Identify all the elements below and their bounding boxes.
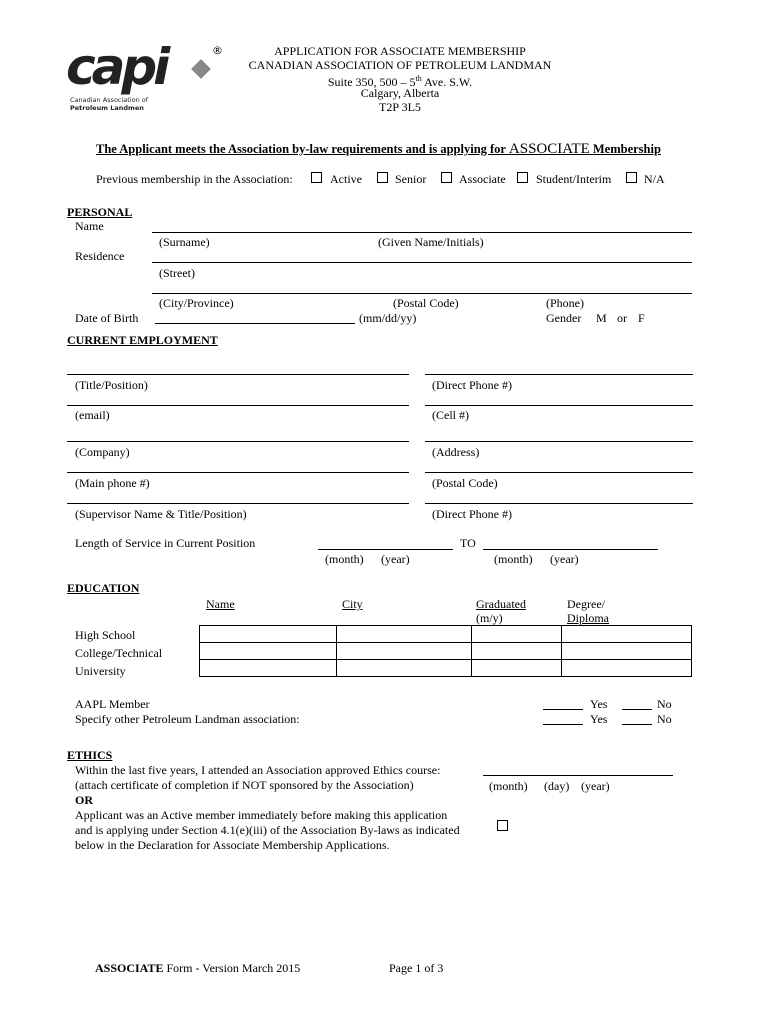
org-postal: T2P 3L5 (379, 100, 421, 114)
aapl-yes: Yes (590, 697, 608, 711)
address-field[interactable] (425, 441, 693, 442)
edu-cell[interactable] (472, 643, 562, 660)
city-province-field[interactable] (152, 293, 692, 294)
other-no: No (657, 712, 672, 726)
supervisor-phone-field[interactable] (425, 503, 693, 504)
service-start-field[interactable] (318, 549, 453, 550)
maple-leaf-icon (191, 59, 211, 79)
table-row (200, 626, 692, 643)
option-associate: Associate (459, 172, 506, 186)
org-name: CANADIAN ASSOCIATION OF PETROLEUM LANDMAN (248, 58, 552, 72)
ethics-year: (year) (581, 779, 610, 793)
capl-logo (66, 38, 226, 119)
supervisor-caption: (Supervisor Name & Title/Position) (75, 507, 247, 521)
checkbox-associate[interactable] (441, 172, 452, 183)
service-end-month: (month) (494, 552, 533, 566)
gender-m[interactable]: M (596, 311, 607, 325)
other-association-label: Specify other Petroleum Landman association: (75, 712, 300, 726)
dob-field[interactable] (155, 323, 355, 324)
org-city: Calgary, Alberta (360, 86, 440, 100)
postal-code-caption: (Postal Code) (393, 296, 459, 310)
phone-caption: (Phone) (546, 296, 584, 310)
street-field[interactable] (152, 262, 692, 263)
edu-cell[interactable] (472, 660, 562, 677)
edu-cell[interactable] (337, 660, 472, 677)
dob-label: Date of Birth (75, 311, 139, 325)
ethics-active-checkbox[interactable] (497, 820, 508, 831)
form-title: APPLICATION FOR ASSOCIATE MEMBERSHIP (274, 44, 526, 58)
dob-format: (mm/dd/yy) (359, 311, 417, 325)
email-caption: (email) (75, 408, 110, 422)
cell-caption: (Cell #) (432, 408, 469, 422)
applicant-statement: The Applicant meets the Association by-law requirements and is applying for ASSOCIATE Membership (96, 141, 661, 157)
gender-or: or (617, 311, 627, 325)
aapl-no: No (657, 697, 672, 711)
employer-postal-caption: (Postal Code) (432, 476, 498, 490)
edu-cell[interactable] (472, 626, 562, 643)
form-version: ASSOCIATE Form - Version March 2015 (95, 961, 301, 975)
ethics-day: (day) (544, 779, 570, 793)
residence-label: Residence (75, 249, 125, 263)
ethics-or: OR (75, 793, 93, 807)
ethics-line4: and is applying under Section 4.1(e)(iii) of the Association By-laws as indicated (75, 823, 460, 837)
col-graduated-header: Graduated (476, 597, 526, 611)
edu-cell[interactable] (562, 660, 692, 677)
personal-heading: PERSONAL (67, 205, 133, 219)
education-heading: EDUCATION (67, 581, 140, 595)
gender-f[interactable]: F (638, 311, 645, 325)
edu-row-university: University (75, 664, 126, 678)
option-senior: Senior (395, 172, 427, 186)
table-row (200, 643, 692, 660)
checkbox-student-interim[interactable] (517, 172, 528, 183)
cell-field[interactable] (425, 405, 693, 406)
col-city-header: City (342, 597, 363, 611)
title-position-field[interactable] (67, 374, 409, 375)
other-yes: Yes (590, 712, 608, 726)
aapl-no-field[interactable] (622, 709, 652, 710)
col-name-header: Name (206, 597, 235, 611)
street-caption: (Street) (159, 266, 195, 280)
other-yes-field[interactable] (543, 724, 583, 725)
edu-cell[interactable] (200, 626, 337, 643)
service-to-label: TO (460, 536, 476, 550)
table-row (200, 660, 692, 677)
address-caption: (Address) (432, 445, 480, 459)
edu-cell[interactable] (200, 643, 337, 660)
checkbox-senior[interactable] (377, 172, 388, 183)
registered-mark: ® (212, 44, 223, 57)
company-caption: (Company) (75, 445, 130, 459)
checkbox-active[interactable] (311, 172, 322, 183)
col-degree-header: Degree/ (567, 597, 605, 611)
surname-caption: (Surname) (159, 235, 210, 249)
edu-cell[interactable] (562, 643, 692, 660)
gender-label: Gender (546, 311, 582, 325)
title-position-caption: (Title/Position) (75, 378, 148, 392)
length-of-service-label: Length of Service in Current Position (75, 536, 256, 550)
edu-cell[interactable] (337, 643, 472, 660)
main-phone-field[interactable] (67, 472, 409, 473)
logo-line2: Petroleum Landmen (70, 104, 144, 112)
ethics-line1: Within the last five years, I attended an Association approved Ethics course: (75, 763, 441, 777)
name-label: Name (75, 219, 104, 233)
logo-line1: Canadian Association of (70, 96, 149, 104)
edu-cell[interactable] (337, 626, 472, 643)
direct-phone-caption: (Direct Phone #) (432, 378, 512, 392)
supervisor-phone-caption: (Direct Phone #) (432, 507, 512, 521)
aapl-yes-field[interactable] (543, 709, 583, 710)
ethics-month: (month) (489, 779, 528, 793)
ethics-date-field[interactable] (483, 775, 673, 776)
option-student-interim: Student/Interim (536, 172, 612, 186)
other-no-field[interactable] (622, 724, 652, 725)
main-phone-caption: (Main phone #) (75, 476, 150, 490)
given-name-caption: (Given Name/Initials) (378, 235, 484, 249)
employment-heading: CURRENT EMPLOYMENT (67, 333, 218, 347)
edu-row-college: College/Technical (75, 646, 163, 660)
education-table (199, 625, 692, 677)
previous-membership-label: Previous membership in the Association: (96, 172, 293, 186)
page-number: Page 1 of 3 (389, 961, 444, 975)
edu-cell[interactable] (200, 660, 337, 677)
edu-row-high-school: High School (75, 628, 136, 642)
service-start-year: (year) (381, 552, 410, 566)
service-start-month: (month) (325, 552, 364, 566)
edu-cell[interactable] (562, 626, 692, 643)
employer-postal-field[interactable] (425, 472, 693, 473)
option-active: Active (330, 172, 362, 186)
company-field[interactable] (67, 441, 409, 442)
service-end-field[interactable] (483, 549, 658, 550)
org-address: Suite 350, 500 – 5th Ave. S.W. (327, 74, 473, 89)
ethics-line3: Applicant was an Active member immediately before making this application (75, 808, 448, 822)
supervisor-field[interactable] (67, 503, 409, 504)
ethics-line2: (attach certificate of completion if NOT sponsored by the Association) (75, 778, 414, 792)
col-graduated-sub: (m/y) (476, 611, 503, 625)
option-na: N/A (644, 172, 665, 186)
ethics-line5: below in the Declaration for Associate Membership Applications. (75, 838, 390, 852)
ethics-heading: ETHICS (67, 748, 113, 762)
col-diploma-header: Diploma (567, 611, 609, 625)
direct-phone-field[interactable] (425, 374, 693, 375)
aapl-member-label: AAPL Member (75, 697, 150, 711)
service-end-year: (year) (550, 552, 579, 566)
city-province-caption: (City/Province) (159, 296, 234, 310)
checkbox-na[interactable] (626, 172, 637, 183)
name-field[interactable] (152, 232, 692, 233)
email-field[interactable] (67, 405, 409, 406)
logo-wordmark: capi (66, 38, 167, 96)
